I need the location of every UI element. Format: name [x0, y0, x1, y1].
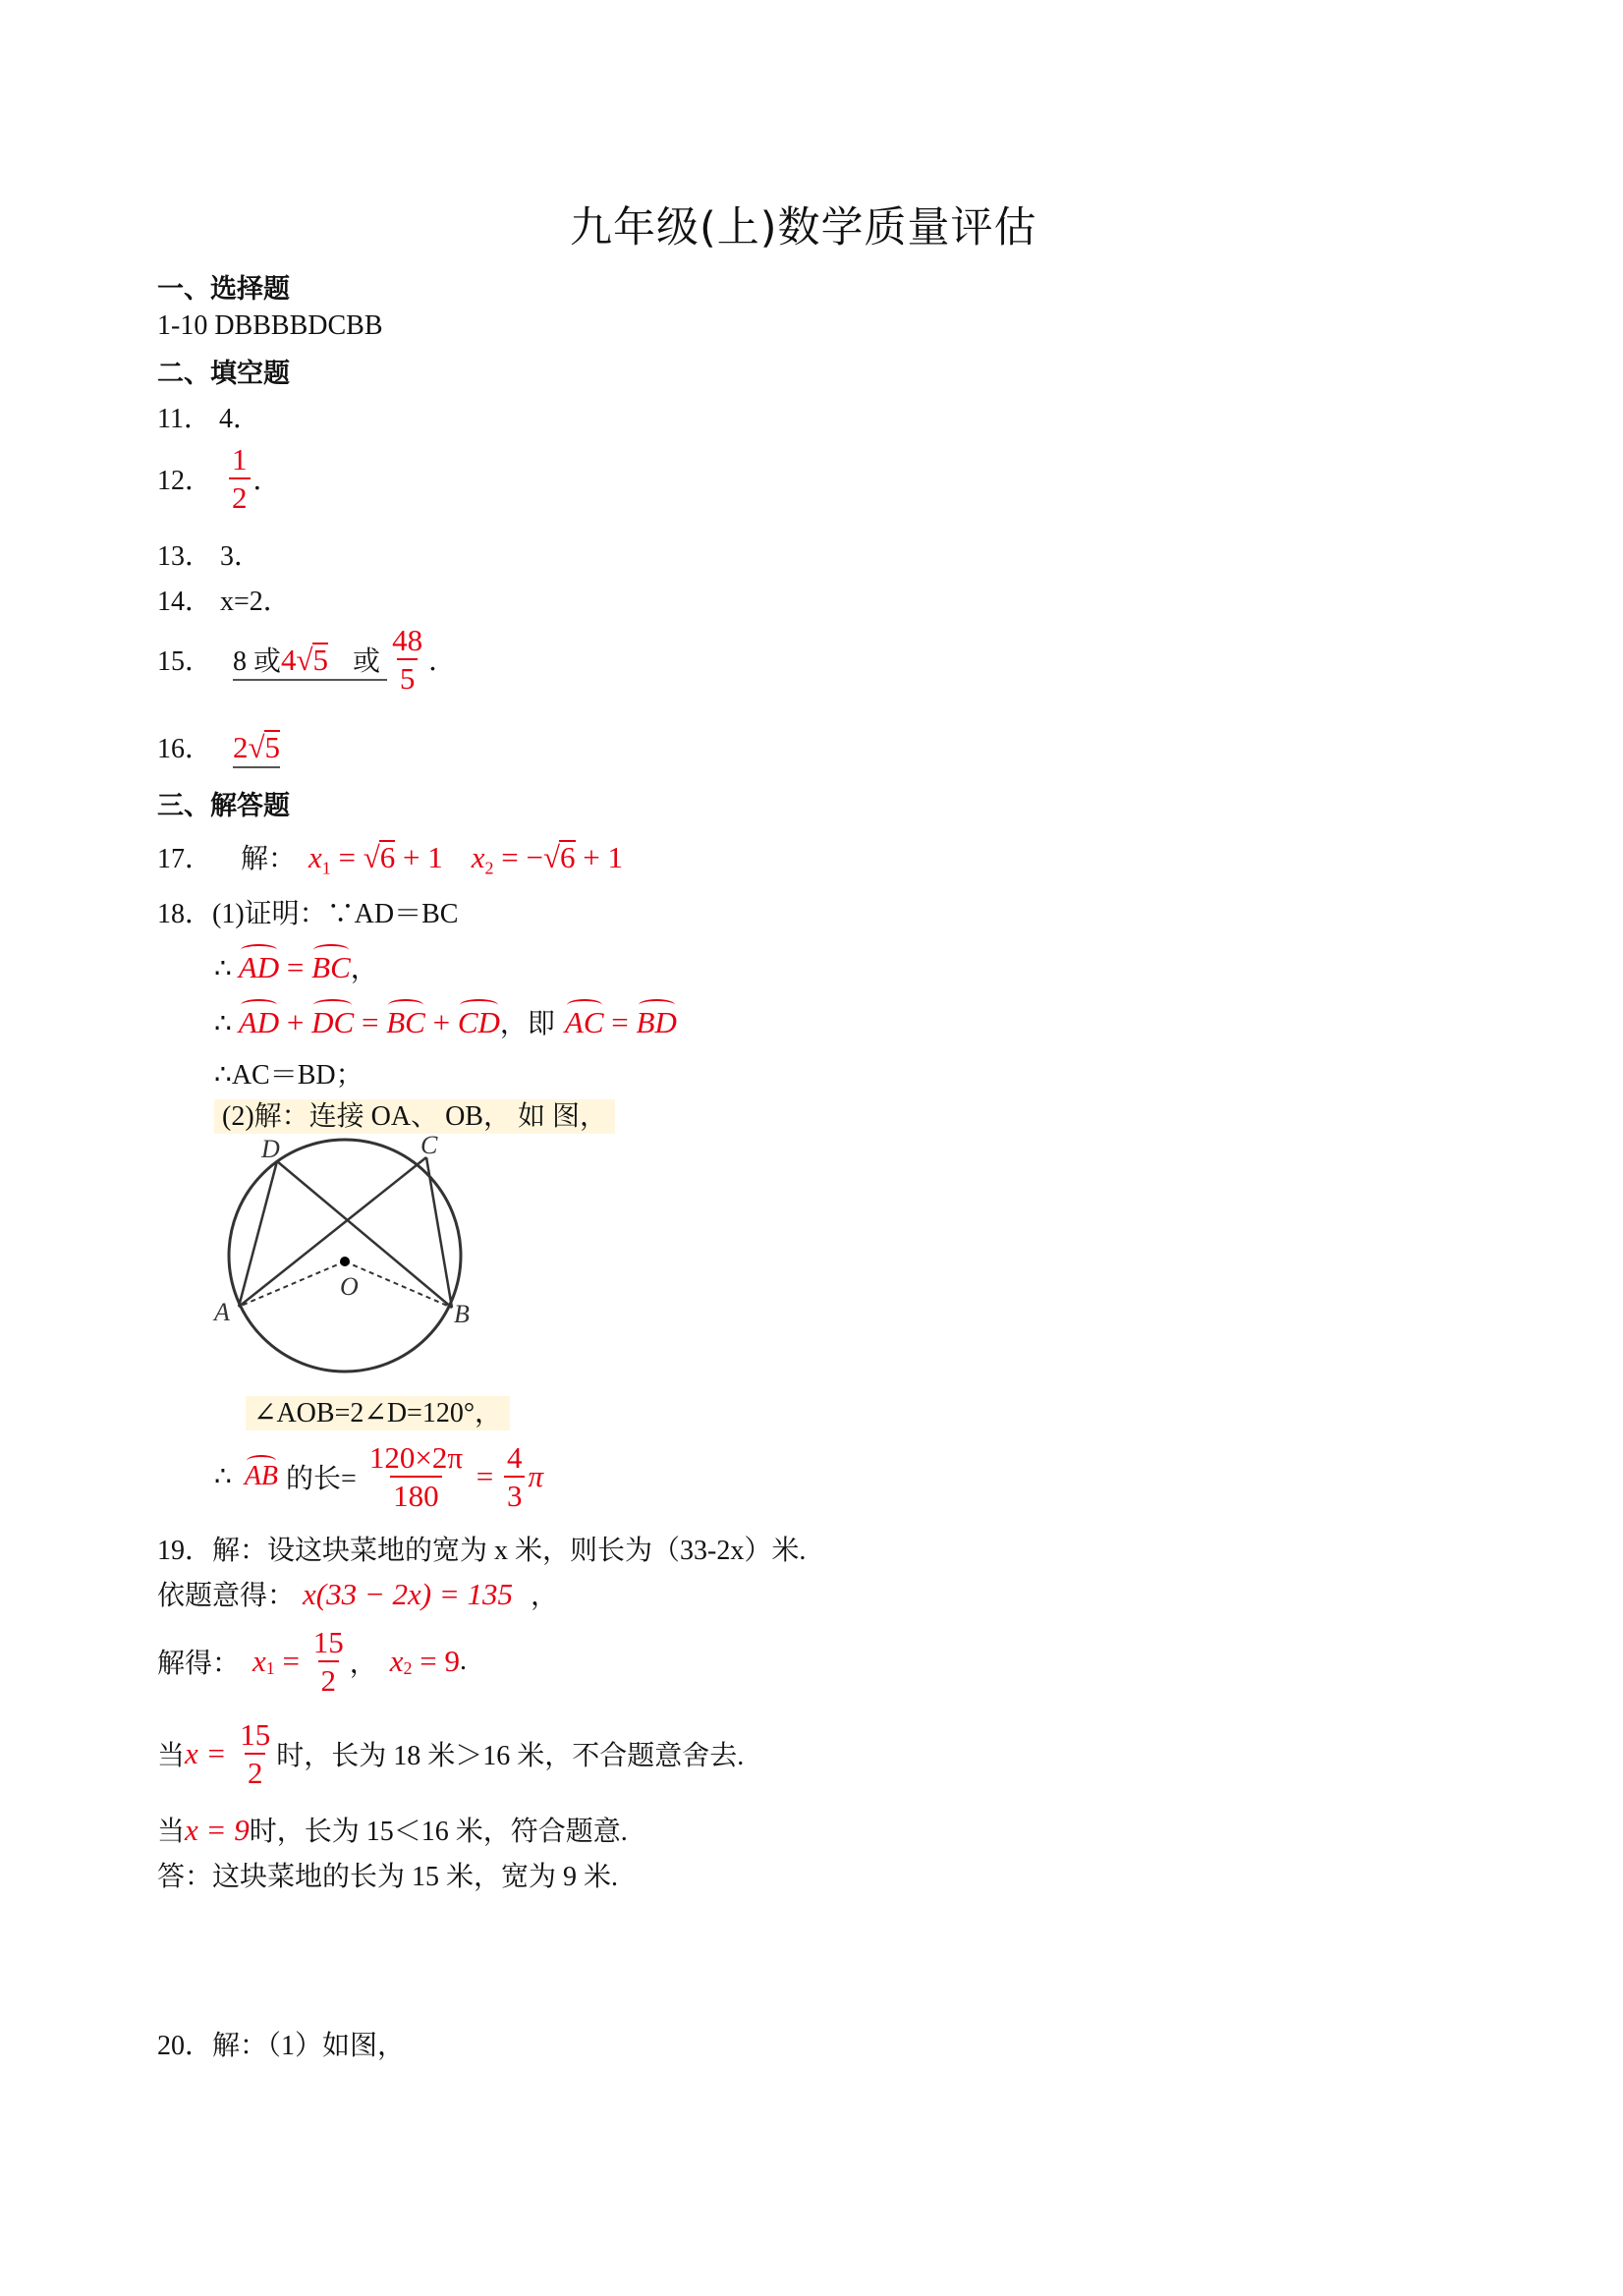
arc-dc: DC — [311, 1005, 355, 1039]
arc-length-line — [214, 1442, 543, 1511]
q17-sqrt-sign-1: √ — [363, 840, 380, 874]
q17-sqrt-sign-2: √ — [543, 840, 561, 874]
q14-value: x=2． — [220, 587, 291, 617]
arc-bc: BC — [386, 1005, 425, 1039]
therefore-symbol: ∴ — [214, 1462, 232, 1492]
plus-sign: + — [424, 1005, 458, 1039]
q17-plus1: + 1 — [395, 840, 443, 874]
q19-l5-lead: 当 — [157, 1817, 186, 1847]
q16-coef: 2 — [233, 730, 249, 764]
q12-denominator: 2 — [229, 477, 251, 513]
q17-radicand-1: 6 — [379, 840, 396, 874]
q15-coef: 4 — [281, 643, 297, 677]
q17-eq2: = − — [493, 840, 544, 874]
equals-sign: = — [354, 1005, 387, 1039]
q16-underlined — [233, 730, 281, 768]
angle-text: ∠AOB=2∠D=120°， — [246, 1396, 510, 1430]
plus-sign: + — [279, 1005, 312, 1039]
label-a: A — [214, 1298, 230, 1326]
q19-eq1: = — [274, 1644, 308, 1678]
q19-l5-x: x = 9 — [185, 1813, 250, 1847]
section-heading-choice: 一、选择题 — [157, 274, 290, 305]
arc-bd: BD — [636, 1005, 677, 1039]
q15-part1: 8 或 — [233, 646, 282, 677]
q11-number: 11． — [157, 404, 211, 434]
center-point — [340, 1257, 350, 1266]
q19-l2-tail: ， — [531, 1581, 559, 1611]
circle-figure — [206, 1128, 491, 1393]
q17-plus2: + 1 — [575, 840, 624, 874]
q17-x2: x — [471, 840, 485, 874]
q19-line4 — [157, 1719, 744, 1788]
chord-cb — [426, 1157, 452, 1308]
q19-sub1: 1 — [265, 1658, 275, 1679]
arc-ad: AD — [238, 1005, 280, 1039]
q12-fraction — [229, 444, 251, 513]
q19-line3 — [157, 1627, 467, 1696]
q18-l2-tail: ， — [350, 954, 378, 984]
q19-l3-lead: 解得： — [157, 1649, 241, 1679]
q19-denominator: 2 — [318, 1660, 340, 1696]
section-heading-solve: 三、解答题 — [157, 791, 290, 821]
frac2-numerator: 4 — [506, 1440, 523, 1475]
angle-line — [246, 1391, 510, 1430]
q18-number: 18． — [157, 899, 213, 929]
q15-fraction — [389, 625, 425, 694]
q17-answer — [157, 837, 623, 879]
q16-answer — [157, 727, 280, 766]
therefore-symbol: ∴ — [214, 954, 232, 984]
q19-eq2: = 9 — [412, 1644, 461, 1678]
q19-l3-tail: . — [460, 1646, 468, 1676]
q19-l5-tail: 时，长为 15＜16 米，符合题意. — [249, 1817, 628, 1847]
arc-fraction-1 — [366, 1442, 466, 1511]
circle — [229, 1140, 461, 1372]
q15-number: 15． — [157, 646, 213, 677]
pi-symbol: π — [528, 1459, 543, 1493]
radius-ob — [345, 1261, 452, 1308]
chord-da — [239, 1161, 277, 1307]
q19-line1: 19．解：设这块菜地的宽为 x 米，则长为（33-2x）米. — [157, 1536, 807, 1566]
arc-ab: AB — [244, 1461, 279, 1491]
q15-numerator: 48 — [392, 623, 423, 657]
q18-part2-text: (2)解：连接 OA、 OB， 如 图， — [214, 1099, 615, 1134]
q11-value: 4． — [218, 404, 260, 434]
answers-1-10: 1-10 DBBBBDCBB — [157, 310, 383, 341]
q17-radicand-2: 6 — [560, 840, 576, 874]
q19-l4-lead: 当 — [157, 1741, 186, 1771]
q16-sqrt-sign: √ — [248, 730, 265, 764]
q15-answer — [157, 625, 456, 694]
q18-l2-eq: = — [279, 950, 312, 984]
q17-sub2: 2 — [484, 858, 494, 878]
therefore-symbol: ∴ — [214, 1009, 232, 1039]
q19-l4-tail: 时，长为 18 米＞16 米，不合题意舍去. — [276, 1741, 745, 1771]
q18-l3-mid: ，即 — [499, 1009, 555, 1039]
q18-proof-start: (1)证明：∵AD＝BC — [212, 899, 459, 929]
q18-line1 — [157, 892, 458, 931]
q19-x2: x — [389, 1644, 404, 1678]
arc-length-label: 的长= — [286, 1464, 357, 1494]
q20-line1: 20．解：（1）如图， — [157, 2031, 406, 2061]
chord-db — [277, 1161, 452, 1308]
section-heading-fill: 二、填空题 — [157, 359, 290, 389]
q12-answer — [157, 444, 281, 513]
page-title: 九年级(上)数学质量评估 — [570, 203, 1037, 252]
q12-numerator: 1 — [232, 442, 248, 476]
q17-lead: 解： — [241, 844, 297, 874]
equals-sign: = — [468, 1459, 501, 1493]
arc-cd: CD — [457, 1005, 500, 1039]
q19-answer: 答：这块菜地的长为 15 米，宽为 9 米. — [157, 1862, 619, 1892]
q16-number: 16． — [157, 734, 213, 764]
q19-numerator: 15 — [312, 1625, 344, 1659]
frac2-denominator: 3 — [504, 1476, 526, 1511]
chord-ca — [239, 1157, 426, 1307]
q12-number: 12． — [157, 466, 213, 496]
frac1-numerator: 120×2π — [368, 1440, 463, 1475]
q17-number: 17． — [157, 844, 213, 874]
q19-l2-lead: 依题意得： — [157, 1581, 296, 1611]
q15-sqrt-sign: √ — [296, 643, 313, 677]
q13-number: 13． — [157, 541, 213, 572]
q16-radicand: 5 — [264, 730, 281, 764]
q19-x1: x — [252, 1644, 266, 1678]
q11-answer — [157, 397, 260, 436]
arc-fraction-2 — [504, 1442, 526, 1511]
label-d: D — [261, 1135, 280, 1163]
q15-tail: ． — [428, 646, 457, 677]
q19-l4-denominator: 2 — [245, 1753, 266, 1788]
q13-answer — [157, 534, 261, 574]
q17-eq1: = — [330, 840, 364, 874]
q14-number: 14． — [157, 587, 213, 617]
q19-line2 — [157, 1574, 558, 1613]
q19-l4-fraction — [237, 1719, 273, 1788]
q19-l4-x: x = — [185, 1736, 235, 1770]
q19-fraction — [310, 1627, 347, 1696]
q17-sub1: 1 — [321, 858, 331, 878]
arc-bc: BC — [311, 950, 351, 984]
q19-sub2: 2 — [403, 1658, 413, 1679]
radius-oa — [239, 1261, 345, 1307]
q15-part3: 或 — [353, 646, 381, 677]
q12-tail: ． — [252, 466, 281, 496]
q19-equation: x(33 − 2x) = 135 — [303, 1577, 514, 1611]
label-c: C — [420, 1131, 438, 1159]
arc-ac: AC — [564, 1005, 604, 1039]
q17-x1: x — [308, 840, 322, 874]
arc-ad: AD — [238, 950, 280, 984]
q15-underlined — [233, 643, 387, 681]
q19-l3-sep: ， — [349, 1649, 377, 1679]
q15-denominator: 5 — [397, 658, 419, 694]
frac1-denominator: 180 — [390, 1476, 442, 1511]
q19-line5 — [157, 1810, 628, 1849]
q15-radicand: 5 — [312, 643, 329, 677]
q14-answer — [157, 580, 291, 619]
q18-line2 — [214, 947, 378, 986]
label-b: B — [454, 1300, 470, 1328]
q18-line3 — [214, 1002, 677, 1041]
label-o: O — [340, 1272, 359, 1301]
equals-sign: = — [603, 1005, 637, 1039]
q19-l4-numerator: 15 — [240, 1717, 271, 1752]
q18-line4: ∴AC＝BD； — [214, 1060, 364, 1091]
q13-value: 3． — [220, 541, 262, 572]
